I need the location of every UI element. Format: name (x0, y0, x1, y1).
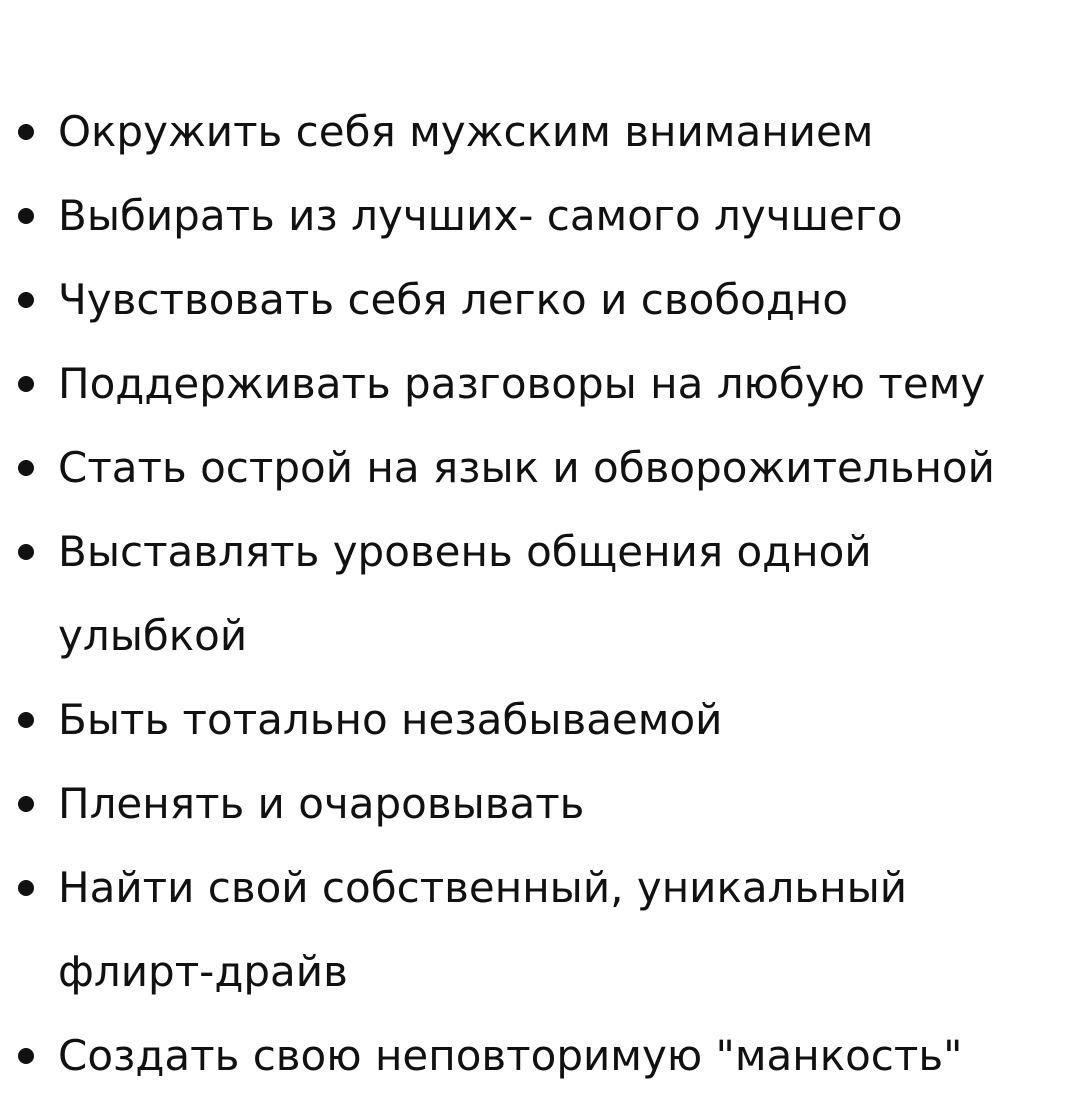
list-item-text: Найти свой собственный, уникальный флирт-драйв (58, 863, 908, 996)
benefits-list (0, 90, 1080, 1098)
list-item-text: Поддерживать разговоры на любую тему (58, 359, 986, 408)
list-item (0, 342, 1080, 426)
list-item-text: Быть тотально незабываемой (58, 695, 723, 744)
bullet-icon (18, 1048, 34, 1064)
bullet-icon (18, 712, 34, 728)
list-item-text: Выставлять уровень общения одной улыбкой (58, 527, 872, 660)
bullet-icon (18, 376, 34, 392)
list-item-text: Стать острой на язык и обворожительной (58, 443, 995, 492)
list-item-text: Создать свою неповторимую "манкость" (58, 1031, 963, 1080)
list-item (0, 426, 1080, 510)
bullet-icon (18, 796, 34, 812)
list-item (0, 174, 1080, 258)
list-item (0, 1014, 1080, 1098)
list-item (0, 678, 1080, 762)
list-item (0, 762, 1080, 846)
list-item (0, 90, 1080, 174)
bullet-icon (18, 292, 34, 308)
list-item-text: Чувствовать себя легко и свободно (58, 275, 849, 324)
list-item (0, 258, 1080, 342)
list-item (0, 510, 958, 678)
list-item-text: Выбирать из лучших- самого лучшего (58, 191, 903, 240)
list-item (0, 846, 1048, 1014)
list-item-text: Пленять и очаровывать (58, 779, 585, 828)
bullet-icon (18, 544, 34, 560)
list-item-text: Окружить себя мужским вниманием (58, 107, 874, 156)
bullet-icon (18, 460, 34, 476)
bullet-icon (18, 208, 34, 224)
bullet-icon (18, 124, 34, 140)
bullet-icon (18, 880, 34, 896)
